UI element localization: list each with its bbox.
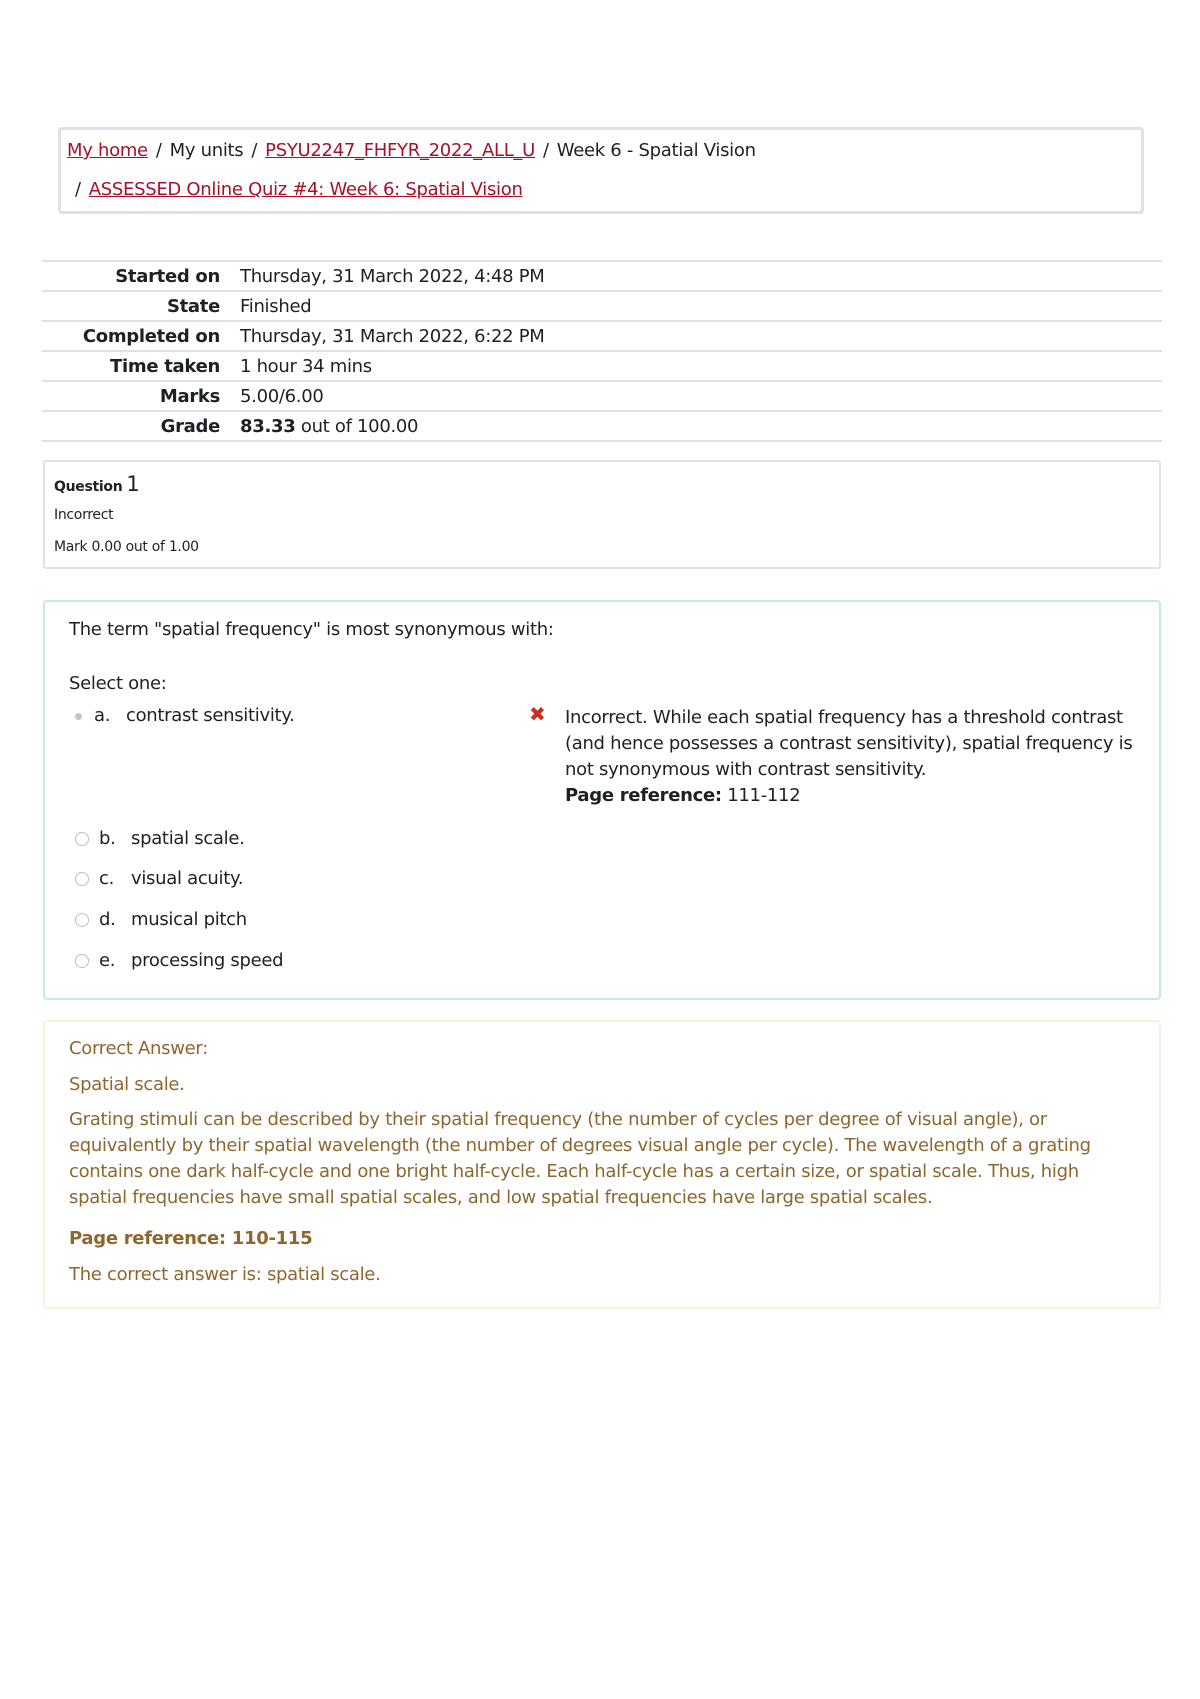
option-letter: c. xyxy=(99,868,115,889)
option-letter: a. xyxy=(94,705,111,726)
question-info xyxy=(43,460,1161,569)
radio-button[interactable] xyxy=(75,872,89,886)
correct-answer-text: Spatial scale. xyxy=(69,1074,185,1095)
summary-row-state xyxy=(42,291,1162,321)
option-label: visual acuity. xyxy=(131,868,244,889)
answer-option-c[interactable] xyxy=(75,868,243,889)
summary-label: Marks xyxy=(159,385,220,407)
option-label: processing speed xyxy=(131,950,284,971)
breadcrumb-unit-link[interactable]: PSYU2247_FHFYR_2022_ALL_U xyxy=(265,140,535,161)
question-text: The term "spatial frequency" is most synonymous with: xyxy=(69,619,554,640)
option-label: spatial scale. xyxy=(131,828,245,849)
incorrect-x-icon: ✖ xyxy=(529,702,546,726)
answer-option-e[interactable] xyxy=(75,950,283,971)
page-ref-label: Page reference: xyxy=(565,785,722,806)
summary-label: Grade xyxy=(160,415,220,437)
option-letter: b. xyxy=(99,828,116,849)
question-state: Incorrect xyxy=(54,507,114,523)
right-answer-text: The correct answer is: spatial scale. xyxy=(69,1264,381,1285)
breadcrumb-separator: / xyxy=(543,140,549,161)
summary-value: Thursday, 31 March 2022, 4:48 PM xyxy=(240,265,545,287)
summary-row-started-on xyxy=(42,261,1162,291)
question-mark: Mark 0.00 out of 1.00 xyxy=(54,539,199,555)
selected-radio-icon[interactable] xyxy=(75,713,82,720)
breadcrumb xyxy=(58,127,1144,214)
grade-suffix: out of 100.00 xyxy=(300,415,419,437)
question-label: Question xyxy=(54,479,123,495)
general-feedback xyxy=(43,1020,1161,1309)
answer-option-b[interactable] xyxy=(75,828,245,849)
feedback-page-reference: Page reference: 110-115 xyxy=(69,1228,313,1249)
question-content xyxy=(43,600,1161,1000)
breadcrumb-quiz-link[interactable]: ASSESSED Online Quiz #4: Week 6: Spatial Vision xyxy=(88,179,523,200)
summary-row-completed-on xyxy=(42,321,1162,351)
radio-button[interactable] xyxy=(75,913,89,927)
feedback-text: Incorrect. While each spatial frequency has a threshold contrast (and hence possesses a contrast sensitivity), spatial frequency is not synonymous with contrast sensitivity. xyxy=(565,707,1133,780)
explanation-text: Grating stimuli can be described by their spatial frequency (the number of cycles per degree of visual angle), or equivalently by their spatial wavelength (the number of degrees visual angle per cycle). The wavelength of a grating contains one dark half-cycle and one bright half-cycle. Each half-cycle has a certain size, or spatial scale. Thus, high spatial frequencies have small spatial scales, and low spatial frequencies have large spatial scales. xyxy=(69,1109,1091,1208)
answer-option-d[interactable] xyxy=(75,909,247,930)
grade-value: 83.33 xyxy=(240,415,296,437)
answer-option-a[interactable] xyxy=(75,705,294,726)
summary-row-grade xyxy=(42,411,1162,441)
summary-value xyxy=(232,411,1162,441)
radio-button[interactable] xyxy=(75,832,89,846)
specific-feedback xyxy=(565,705,1135,809)
option-label: contrast sensitivity. xyxy=(126,705,295,726)
summary-label: Time taken xyxy=(110,355,220,377)
summary-row-time-taken xyxy=(42,351,1162,381)
summary-row-marks xyxy=(42,381,1162,411)
breadcrumb-my-home-link[interactable]: My home xyxy=(67,140,148,161)
page-ref-value: 111-112 xyxy=(727,785,801,806)
summary-value: 5.00/6.00 xyxy=(240,385,324,407)
quiz-summary-table xyxy=(42,260,1162,442)
question-number xyxy=(54,472,1150,496)
breadcrumb-separator: / xyxy=(75,179,81,200)
summary-value: Finished xyxy=(240,295,312,317)
option-letter: d. xyxy=(99,909,116,930)
summary-label: State xyxy=(166,295,220,317)
breadcrumb-my-units: My units xyxy=(169,140,244,161)
radio-button[interactable] xyxy=(75,954,89,968)
summary-label: Completed on xyxy=(82,325,220,347)
option-label: musical pitch xyxy=(131,909,247,930)
question-number-value: 1 xyxy=(126,472,140,496)
correct-answer-heading: Correct Answer: xyxy=(69,1038,208,1059)
summary-label: Started on xyxy=(115,265,220,287)
option-letter: e. xyxy=(99,950,116,971)
breadcrumb-separator: / xyxy=(251,140,258,161)
summary-value: 1 hour 34 mins xyxy=(240,355,372,377)
breadcrumb-week: Week 6 - Spatial Vision xyxy=(556,140,756,161)
answer-prompt: Select one: xyxy=(69,673,167,694)
breadcrumb-separator: / xyxy=(155,140,162,161)
summary-value: Thursday, 31 March 2022, 6:22 PM xyxy=(240,325,545,347)
